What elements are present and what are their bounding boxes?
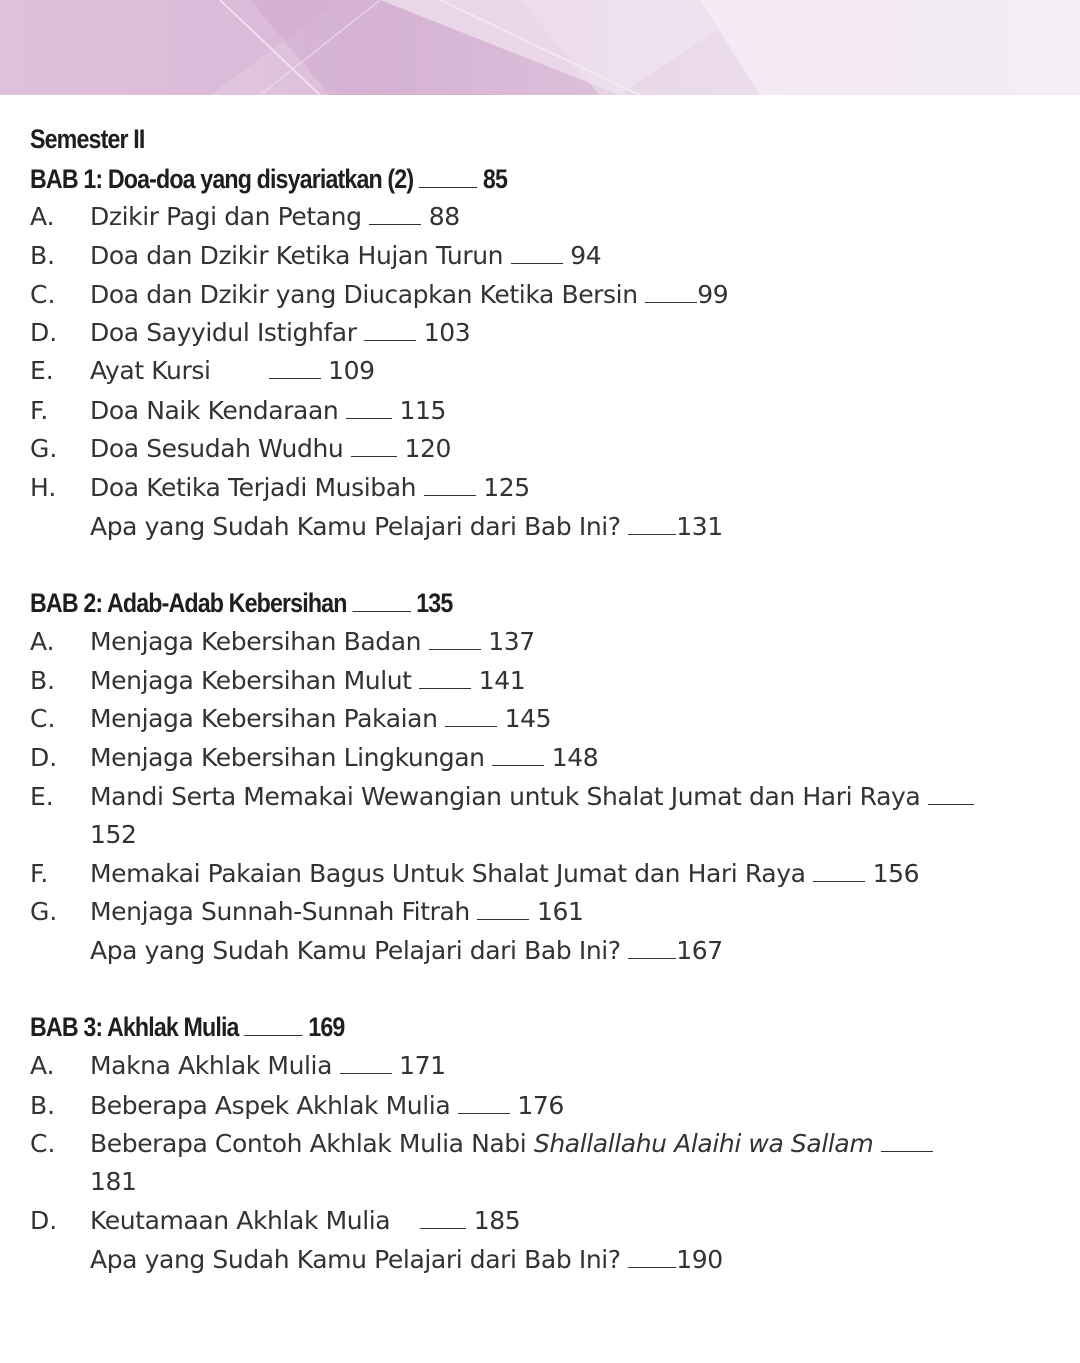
item-letter: F.	[30, 396, 49, 425]
leader-line	[477, 895, 529, 920]
item-letter: G.	[30, 434, 58, 463]
item-letter: C.	[30, 1129, 56, 1158]
item-letter: A.	[30, 627, 55, 656]
leader-line	[346, 394, 392, 419]
item-page: 148	[551, 743, 599, 772]
chapter-page: 85	[482, 164, 508, 194]
chapter-title-text: BAB 2: Adab-Adab Kebersihan	[30, 588, 347, 618]
item-letter: A.	[30, 202, 55, 231]
leader-line	[429, 625, 481, 650]
item-letter: D.	[30, 743, 58, 772]
chapter-page: 169	[308, 1012, 345, 1042]
leader-line	[420, 1204, 466, 1229]
item-title: Ayat Kursi	[90, 356, 211, 385]
item-page: 99	[697, 280, 729, 309]
leader-line	[352, 587, 410, 612]
item-page: 167	[676, 936, 723, 965]
leader-line	[424, 471, 476, 496]
leader-line	[813, 857, 865, 882]
chapter-title-1[interactable]	[30, 160, 507, 198]
semester-heading: Semester II	[30, 124, 145, 154]
item-page: 109	[328, 356, 375, 385]
leader-line	[351, 432, 397, 457]
item-title: Doa dan Dzikir Ketika Hujan Turun	[90, 241, 504, 270]
item-letter: D.	[30, 1206, 58, 1235]
item-title: Menjaga Kebersihan Mulut	[90, 666, 412, 695]
item-title: Doa Sesudah Wudhu	[90, 434, 344, 463]
item-letter: F.	[30, 859, 49, 888]
leader-line	[511, 239, 563, 264]
item-title: Apa yang Sudah Kamu Pelajari dari Bab Ini?	[90, 1245, 621, 1274]
item-title: Menjaga Kebersihan Pakaian	[90, 704, 438, 733]
item-letter: B.	[30, 241, 56, 270]
leader-line	[419, 664, 471, 689]
item-page: 161	[536, 897, 584, 926]
item-page: 190	[676, 1245, 723, 1274]
leader-line	[928, 780, 974, 805]
leader-line	[340, 1049, 392, 1074]
item-page: 88	[428, 202, 460, 231]
item-page: 171	[399, 1051, 446, 1080]
item-title: Beberapa Aspek Akhlak Mulia	[90, 1091, 451, 1120]
item-page: 103	[423, 318, 471, 347]
item-title: Beberapa Contoh Akhlak Mulia Nabi	[90, 1129, 527, 1158]
item-title: Memakai Pakaian Bagus Untuk Shalat Jumat dan Hari Raya	[90, 859, 806, 888]
item-letter: E.	[30, 356, 54, 385]
header-banner	[0, 0, 1080, 95]
item-title: Apa yang Sudah Kamu Pelajari dari Bab Ini?	[90, 936, 621, 965]
item-title: Mandi Serta Memakai Wewangian untuk Shalat Jumat dan Hari Raya	[90, 782, 921, 811]
leader-line	[645, 278, 697, 303]
leader-line	[628, 510, 676, 535]
item-letter: A.	[30, 1051, 55, 1080]
item-letter: G.	[30, 897, 58, 926]
item-page: 181	[90, 1167, 137, 1196]
leader-line	[628, 1243, 676, 1268]
item-letter: B.	[30, 1091, 56, 1120]
leader-line	[419, 163, 477, 188]
item-letter: D.	[30, 318, 58, 347]
item-page: 176	[517, 1091, 564, 1120]
leader-line	[244, 1011, 302, 1036]
item-title: Menjaga Kebersihan Lingkungan	[90, 743, 485, 772]
item-letter: C.	[30, 704, 56, 733]
leader-line	[364, 316, 416, 341]
item-page: 94	[570, 241, 602, 270]
item-title: Makna Akhlak Mulia	[90, 1051, 333, 1080]
item-letter: E.	[30, 782, 54, 811]
leader-line	[269, 354, 321, 379]
item-page: 156	[872, 859, 920, 888]
chapter-page: 135	[416, 588, 453, 618]
item-title: Doa Naik Kendaraan	[90, 396, 339, 425]
item-title: Apa yang Sudah Kamu Pelajari dari Bab Ini?	[90, 512, 621, 541]
leader-line	[445, 702, 497, 727]
item-page: 115	[399, 396, 446, 425]
chapter-title-text: BAB 3: Akhlak Mulia	[30, 1012, 239, 1042]
chapter-title-2[interactable]	[30, 584, 452, 622]
item-title: Dzikir Pagi dan Petang	[90, 202, 362, 231]
chapter-title-3[interactable]	[30, 1008, 344, 1046]
item-page: 145	[504, 704, 552, 733]
item-page: 152	[90, 820, 137, 849]
item-title: Menjaga Sunnah-Sunnah Fitrah	[90, 897, 470, 926]
leader-line	[492, 741, 544, 766]
item-page: 141	[478, 666, 526, 695]
item-page: 120	[404, 434, 451, 463]
item-title: Doa Sayyidul Istighfar	[90, 318, 357, 347]
item-title: Doa dan Dzikir yang Diucapkan Ketika Bersin	[90, 280, 638, 309]
item-page: 125	[483, 473, 530, 502]
leader-line	[628, 934, 676, 959]
chapter-title-text: BAB 1: Doa-doa yang disyariatkan (2)	[30, 164, 414, 194]
item-letter: B.	[30, 666, 56, 695]
leader-line	[458, 1089, 510, 1114]
item-title-italic: Shallallahu Alaihi wa Sallam	[533, 1129, 874, 1158]
leader-line	[881, 1127, 933, 1152]
item-page: 185	[473, 1206, 521, 1235]
item-letter: H.	[30, 473, 57, 502]
item-title: Doa Ketika Terjadi Musibah	[90, 473, 417, 502]
leader-line	[369, 200, 421, 225]
item-title: Menjaga Kebersihan Badan	[90, 627, 422, 656]
item-letter: C.	[30, 280, 56, 309]
item-page: 137	[488, 627, 535, 656]
item-page: 131	[676, 512, 723, 541]
item-title: Keutamaan Akhlak Mulia	[90, 1206, 391, 1235]
